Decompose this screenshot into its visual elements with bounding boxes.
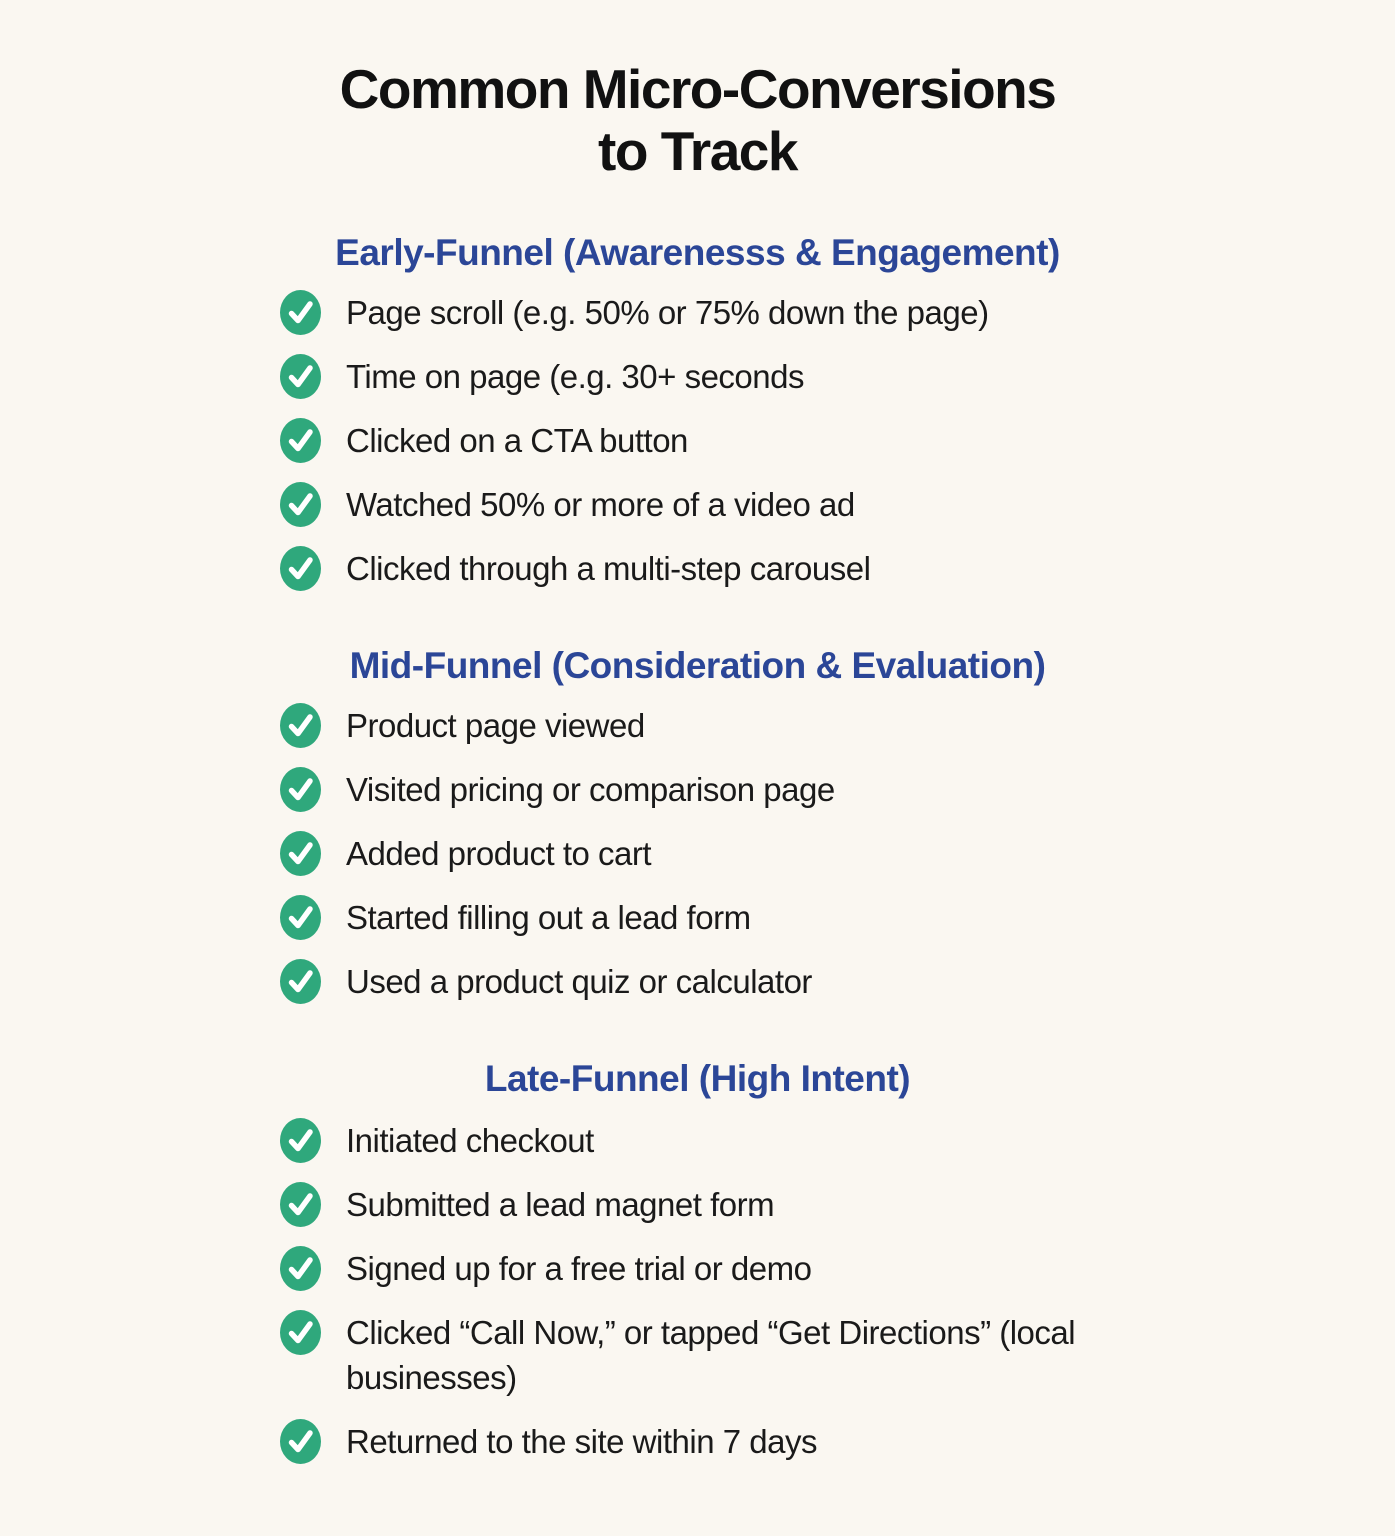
check-icon	[280, 482, 321, 527]
checklist-item	[280, 703, 1395, 748]
checklist-item-label: Time on page (e.g. 30+ seconds	[346, 358, 804, 395]
checklist-item-label: Started filling out a lead form	[346, 899, 751, 936]
section-early-funnel	[0, 230, 1395, 591]
check-icon	[280, 354, 321, 399]
checklist-item-label: Added product to cart	[346, 835, 652, 872]
checklist-item	[280, 354, 1395, 399]
checklist	[280, 1118, 1395, 1464]
section-late-funnel	[0, 1056, 1395, 1464]
checklist-item-label: Clicked “Call Now,” or tapped “Get Directions” (local businesses)	[346, 1314, 1076, 1396]
checklist-item	[280, 1310, 1395, 1400]
checklist-item	[280, 895, 1395, 940]
page-title	[0, 58, 1395, 182]
checklist	[280, 703, 1395, 1004]
checklist-item	[280, 546, 1395, 591]
checklist-item-label: Used a product quiz or calculator	[346, 963, 812, 1000]
check-icon	[280, 418, 321, 463]
checklist-item-label: Page scroll (e.g. 50% or 75% down the page)	[346, 294, 989, 331]
page-title-line2: to Track	[598, 120, 797, 182]
check-icon	[280, 546, 321, 591]
checklist-item-label: Visited pricing or comparison page	[346, 771, 835, 808]
checklist-item-label: Product page viewed	[346, 707, 645, 744]
check-icon	[280, 831, 321, 876]
check-icon	[280, 959, 321, 1004]
section-heading: Late-Funnel (High Intent)	[484, 1058, 911, 1099]
checklist-item	[280, 482, 1395, 527]
check-icon	[280, 767, 321, 812]
check-icon	[280, 1419, 321, 1464]
checklist-item-label: Signed up for a free trial or demo	[346, 1250, 812, 1287]
check-icon	[280, 1118, 321, 1163]
checklist-item-label: Submitted a lead magnet form	[346, 1186, 775, 1223]
checklist-item	[280, 1182, 1395, 1227]
checklist	[280, 290, 1395, 591]
section-mid-funnel	[0, 643, 1395, 1004]
checklist-item	[280, 767, 1395, 812]
check-icon	[280, 1310, 321, 1355]
checklist-item-label: Clicked on a CTA button	[346, 422, 688, 459]
check-icon	[280, 1246, 321, 1291]
checklist-item	[280, 290, 1395, 335]
page-title-line1: Common Micro-Conversions	[339, 58, 1056, 120]
check-icon	[280, 895, 321, 940]
checklist-item-label: Initiated checkout	[346, 1122, 594, 1159]
checklist-item-label: Watched 50% or more of a video ad	[346, 486, 855, 523]
checklist-item	[280, 1419, 1395, 1464]
check-icon	[280, 1182, 321, 1227]
checklist-item-label: Returned to the site within 7 days	[346, 1423, 817, 1460]
checklist-item-label: Clicked through a multi-step carousel	[346, 550, 871, 587]
checklist-item	[280, 831, 1395, 876]
check-icon	[280, 703, 321, 748]
checklist-item	[280, 1246, 1395, 1291]
checklist-item	[280, 1118, 1395, 1163]
section-heading: Mid-Funnel (Consideration & Evaluation)	[349, 645, 1046, 686]
check-icon	[280, 290, 321, 335]
checklist-item	[280, 418, 1395, 463]
section-heading: Early-Funnel (Awarenesss & Engagement)	[335, 232, 1060, 273]
checklist-item	[280, 959, 1395, 1004]
